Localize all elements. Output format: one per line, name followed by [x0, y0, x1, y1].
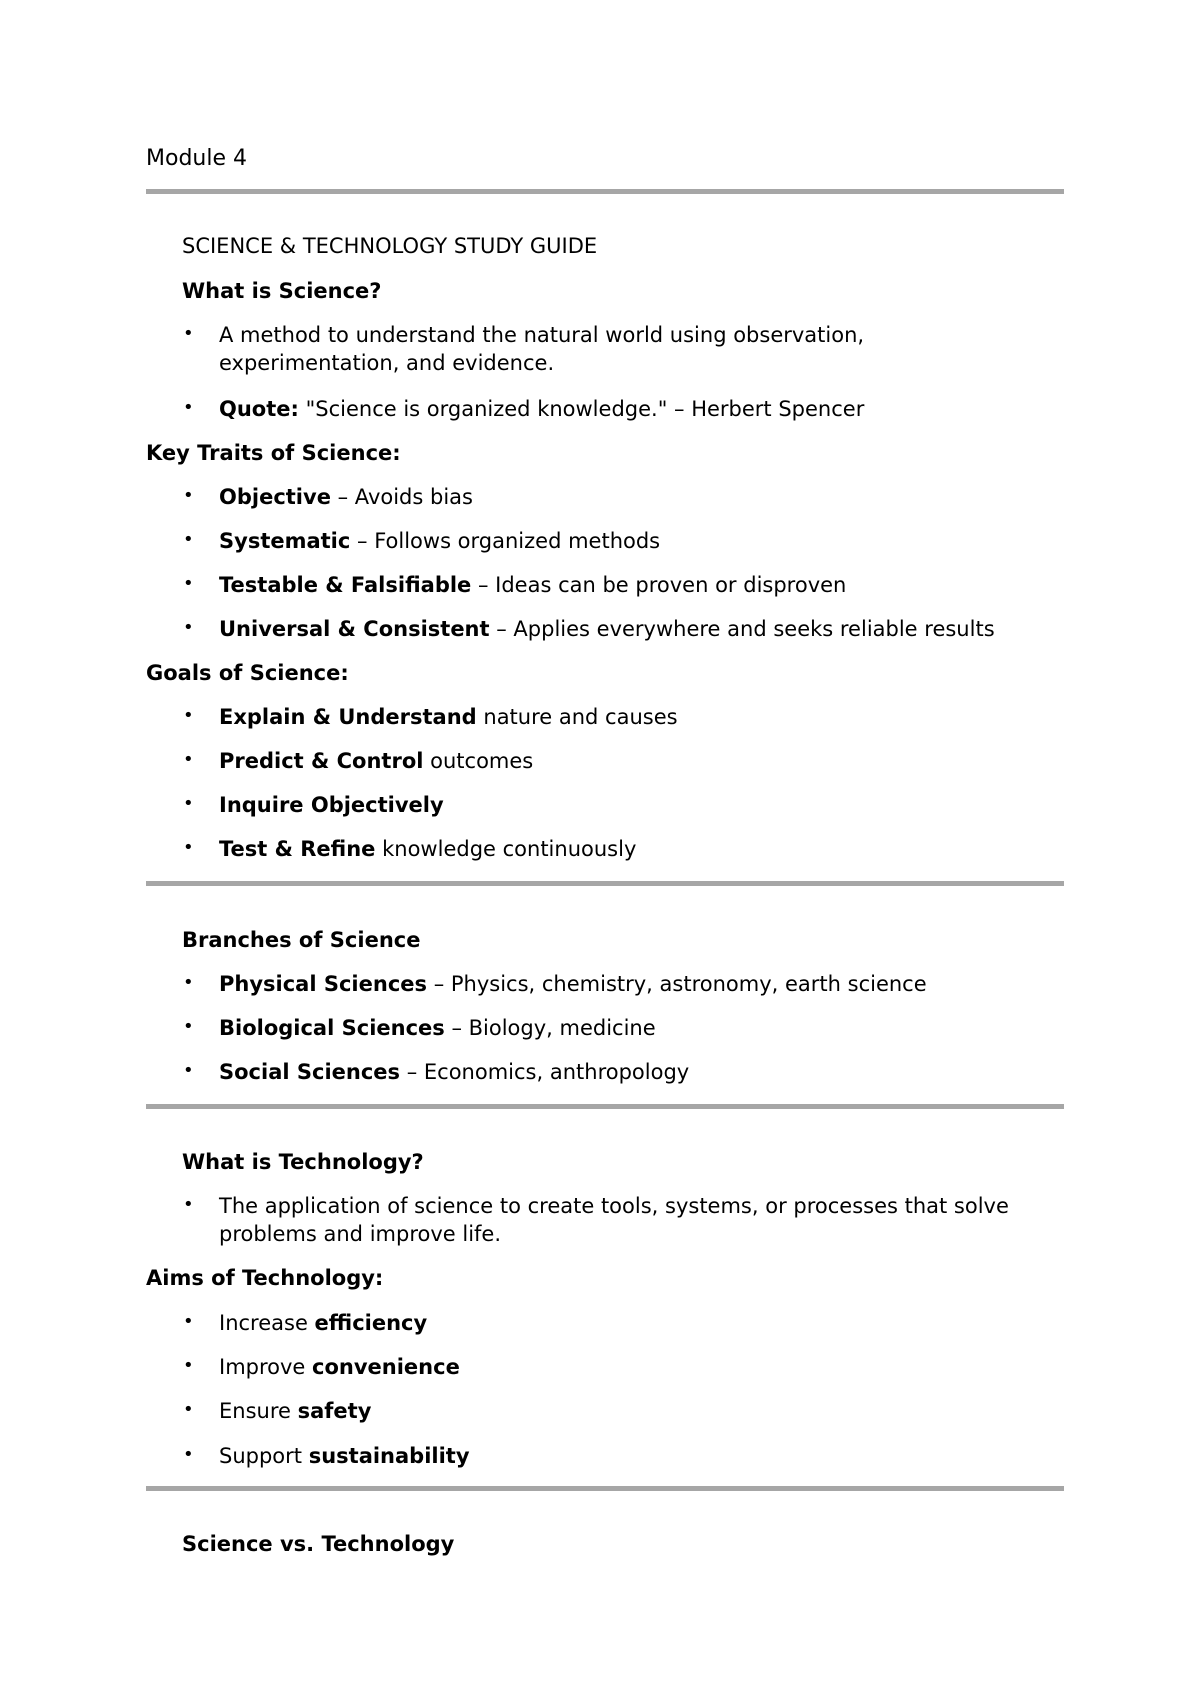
list-item [219, 1355, 460, 1379]
list-item-term: Explain & Understand [219, 705, 477, 729]
list-item-desc: knowledge continuously [375, 837, 637, 861]
list-item-term: Universal & Consistent [219, 617, 490, 641]
bullet-icon: • [183, 1311, 194, 1332]
bullet-icon: • [183, 1194, 194, 1215]
bullet-icon: • [183, 529, 194, 550]
list-item [219, 617, 995, 641]
section-heading-branches: Branches of Science [182, 928, 421, 952]
list-item-term: Testable & Falsifiable [219, 573, 472, 597]
technology-definition-line2: problems and improve life. [219, 1222, 502, 1246]
list-item [219, 705, 678, 729]
list-item-desc: – Avoids bias [330, 485, 473, 509]
list-item-desc: outcomes [423, 749, 534, 773]
list-item-term: convenience [312, 1355, 460, 1379]
list-item-term: Predict & Control [219, 749, 424, 773]
list-item-term: Systematic [219, 529, 351, 553]
bullet-icon: • [183, 837, 194, 858]
section-heading-science-vs-technology: Science vs. Technology [182, 1532, 455, 1556]
list-item [219, 749, 533, 773]
section-heading-what-is-technology: What is Technology? [182, 1150, 424, 1174]
document-title: SCIENCE & TECHNOLOGY STUDY GUIDE [182, 234, 598, 258]
list-item [219, 1399, 371, 1423]
bullet-icon: • [183, 793, 194, 814]
list-item-term: sustainability [308, 1444, 470, 1468]
section-heading-what-is-science: What is Science? [182, 279, 382, 303]
list-item-term: safety [297, 1399, 372, 1423]
section-heading-goals: Goals of Science: [146, 661, 349, 685]
bullet-icon: • [183, 705, 194, 726]
bullet-icon: • [183, 485, 194, 506]
divider [146, 1486, 1064, 1491]
list-item [219, 1016, 656, 1040]
list-item-prefix: Improve [219, 1355, 313, 1379]
bullet-icon: • [183, 617, 194, 638]
divider [146, 1104, 1064, 1109]
bullet-icon: • [183, 573, 194, 594]
list-item-desc: – Follows organized methods [350, 529, 661, 553]
bullet-icon: • [183, 397, 194, 418]
list-item [219, 529, 660, 553]
bullet-icon: • [183, 1399, 194, 1420]
bullet-icon: • [183, 1355, 194, 1376]
list-item-term: Inquire Objectively [219, 793, 444, 817]
section-heading-aims: Aims of Technology: [146, 1266, 384, 1290]
quote-text: "Science is organized knowledge." – Herbert Spencer [298, 397, 865, 421]
list-item-term: Biological Sciences [219, 1016, 445, 1040]
bullet-icon: • [183, 323, 194, 344]
divider [146, 881, 1064, 886]
list-item [219, 573, 846, 597]
science-definition-line2: experimentation, and evidence. [219, 351, 555, 375]
bullet-icon: • [183, 749, 194, 770]
list-item-term: Test & Refine [219, 837, 376, 861]
science-definition-line1: A method to understand the natural world using observation, [219, 323, 865, 347]
list-item-term: Objective [219, 485, 331, 509]
technology-definition-line1: The application of science to create tools, systems, or processes that solve [219, 1194, 1009, 1218]
list-item-term: Physical Sciences [219, 972, 428, 996]
list-item-term: Social Sciences [219, 1060, 401, 1084]
module-label: Module 4 [146, 146, 247, 171]
list-item-prefix: Increase [219, 1311, 315, 1335]
bullet-icon: • [183, 972, 194, 993]
list-item-desc: – Physics, chemistry, astronomy, earth science [427, 972, 927, 996]
list-item-prefix: Ensure [219, 1399, 298, 1423]
bullet-icon: • [183, 1016, 194, 1037]
list-item [219, 837, 636, 861]
list-item [219, 1060, 689, 1084]
quote-label: Quote: [219, 397, 299, 421]
list-item-desc: nature and causes [476, 705, 678, 729]
divider [146, 189, 1064, 194]
list-item [219, 972, 927, 996]
bullet-icon: • [183, 1060, 194, 1081]
list-item-desc: – Ideas can be proven or disproven [471, 573, 847, 597]
list-item [219, 485, 473, 509]
list-item [219, 1311, 427, 1335]
list-item [219, 793, 444, 817]
bullet-icon: • [183, 1444, 194, 1465]
list-item-prefix: Support [219, 1444, 309, 1468]
list-item-desc: – Biology, medicine [444, 1016, 656, 1040]
list-item [219, 1444, 470, 1468]
list-item-term: efficiency [314, 1311, 428, 1335]
list-item-desc: – Applies everywhere and seeks reliable results [489, 617, 995, 641]
section-heading-key-traits: Key Traits of Science: [146, 441, 401, 465]
list-item-desc: – Economics, anthropology [400, 1060, 690, 1084]
quote-item [219, 397, 864, 421]
